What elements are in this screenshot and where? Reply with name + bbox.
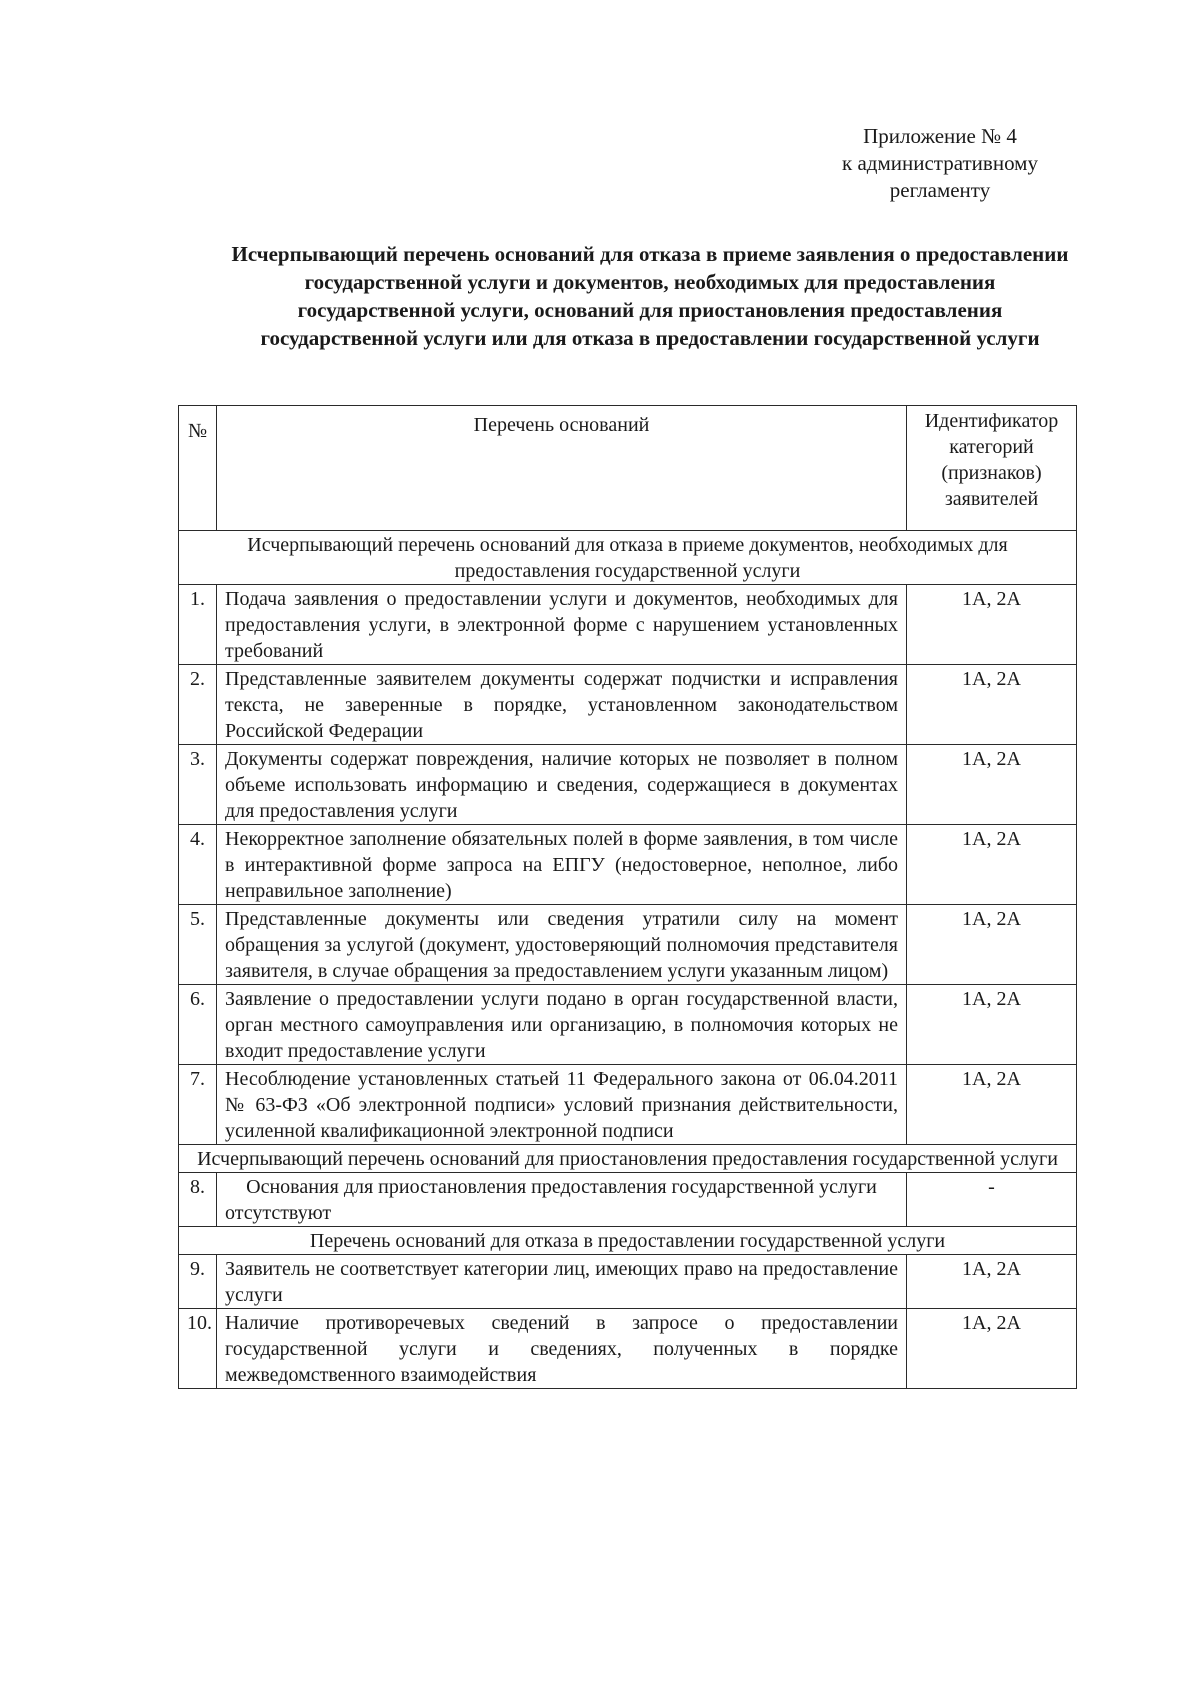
document-title: Исчерпывающий перечень оснований для отказа в приеме заявления о предоставлении государственной услуги и документов, необходимых для предоставления государственной услуги, оснований для приостановления предоставления государственной услуги или для отказа в предоставлении государственной услуги xyxy=(231,242,1069,350)
row-text: Подача заявления о предоставлении услуги и документов, необходимых для предоставления услуги, в электронной форме с нарушением установленных требований xyxy=(217,585,907,665)
row-identifier: - xyxy=(907,1173,1077,1227)
row-identifier: 1А, 2А xyxy=(907,905,1077,985)
section-row xyxy=(179,1227,1077,1255)
section-1-heading: Исчерпывающий перечень оснований для отказа в приеме документов, необходимых для предоставления государственной услуги xyxy=(179,531,1077,585)
row-text: Заявление о предоставлении услуги подано в орган государственной власти, орган местного самоуправления или организацию, в полномочия которых не входит предоставление услуги xyxy=(217,985,907,1065)
table-row xyxy=(179,1255,1077,1309)
row-num: 1. xyxy=(179,585,217,665)
row-identifier: 1А, 2А xyxy=(907,1309,1077,1389)
row-num: 9. xyxy=(179,1255,217,1309)
appendix-line-2: к административному xyxy=(842,151,1038,175)
table-header-row xyxy=(179,406,1077,531)
row-text: Некорректное заполнение обязательных полей в форме заявления, в том числе в интерактивной форме запроса на ЕПГУ (недостоверное, неполное, либо неправильное заполнение) xyxy=(217,825,907,905)
appendix-line-1: Приложение № 4 xyxy=(863,124,1017,148)
row-num: 10. xyxy=(179,1309,217,1389)
row-identifier: 1А, 2А xyxy=(907,1255,1077,1309)
row-text: Наличие противоречевых сведений в запросе о предоставлении государственной услуги и сведениях, полученных в порядке межведомственного взаимодействия xyxy=(217,1309,907,1389)
row-identifier: 1А, 2А xyxy=(907,745,1077,825)
table-row xyxy=(179,665,1077,745)
row-num: 5. xyxy=(179,905,217,985)
row-num: 8. xyxy=(179,1173,217,1227)
row-text: Несоблюдение установленных статьей 11 Федерального закона от 06.04.2011 № 63-ФЗ «Об электронной подписи» условий признания действительности, усиленной квалификационной электронной подписи xyxy=(217,1065,907,1145)
row-text: Основания для приостановления предоставления государственной услуги отсутствуют xyxy=(217,1173,907,1227)
row-text: Представленные заявителем документы содержат подчистки и исправления текста, не заверенные в порядке, установленном законодательством Российской Федерации xyxy=(217,665,907,745)
row-text: Документы содержат повреждения, наличие которых не позволяет в полном объеме использовать информацию и сведения, содержащиеся в документах для предоставления услуги xyxy=(217,745,907,825)
table-row xyxy=(179,1309,1077,1389)
row-num: 6. xyxy=(179,985,217,1065)
row-num: 7. xyxy=(179,1065,217,1145)
table-row xyxy=(179,1065,1077,1145)
row-identifier: 1А, 2А xyxy=(907,1065,1077,1145)
row-identifier: 1А, 2А xyxy=(907,665,1077,745)
section-3-heading: Перечень оснований для отказа в предоставлении государственной услуги xyxy=(179,1227,1077,1255)
grounds-table xyxy=(178,405,1077,1389)
header-grounds: Перечень оснований xyxy=(217,406,907,531)
header-num: № xyxy=(179,406,217,531)
row-identifier: 1А, 2А xyxy=(907,825,1077,905)
table-row xyxy=(179,585,1077,665)
section-2-heading: Исчерпывающий перечень оснований для приостановления предоставления государственной услуги xyxy=(179,1145,1077,1173)
appendix-line-3: регламенту xyxy=(889,178,991,202)
table-row xyxy=(179,985,1077,1065)
row-num: 3. xyxy=(179,745,217,825)
section-row xyxy=(179,531,1077,585)
section-row xyxy=(179,1145,1077,1173)
row-text: Представленные документы или сведения утратили силу на момент обращения за услугой (документ, удостоверяющий полномочия представителя заявителя, в случае обращения за предоставлением услуги указанным лицом) xyxy=(217,905,907,985)
row-text: Заявитель не соответствует категории лиц, имеющих право на предоставление услуги xyxy=(217,1255,907,1309)
row-num: 4. xyxy=(179,825,217,905)
table-row xyxy=(179,905,1077,985)
table-row xyxy=(179,745,1077,825)
appendix-label xyxy=(820,123,1060,204)
row-identifier: 1А, 2А xyxy=(907,985,1077,1065)
row-num: 2. xyxy=(179,665,217,745)
header-identifier: Идентификатор категорий (признаков) заявителей xyxy=(907,406,1077,531)
table-row xyxy=(179,825,1077,905)
row-identifier: 1А, 2А xyxy=(907,585,1077,665)
table-row xyxy=(179,1173,1077,1227)
